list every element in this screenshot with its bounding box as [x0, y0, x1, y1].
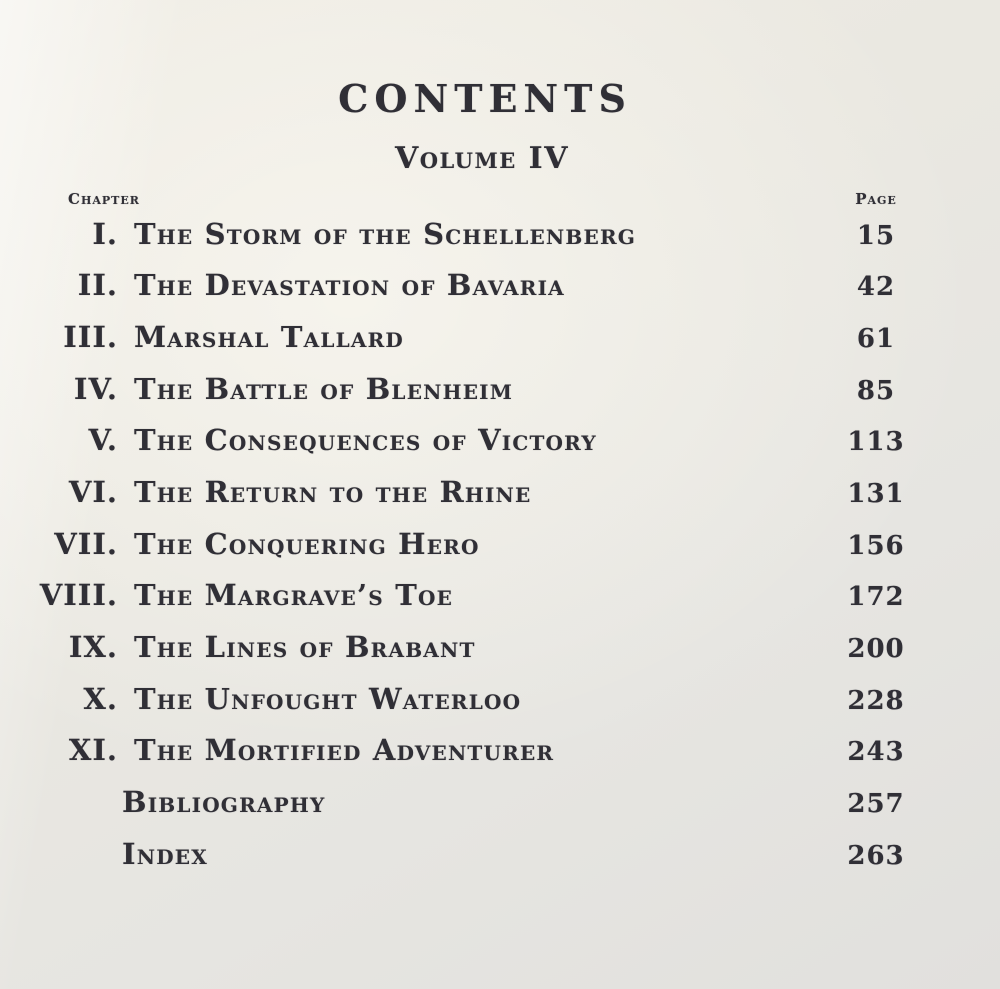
toc-entry [0, 519, 936, 571]
entry-page-number: 200 [847, 634, 905, 665]
entry-chapter-numeral: IX. [68, 630, 118, 665]
toc-entry [0, 829, 936, 881]
entry-page-number: 228 [847, 685, 905, 716]
entry-page-number: 61 [856, 323, 896, 354]
chapter-column-header: Chapter [68, 189, 140, 208]
entry-title: The Battle of Blenheim [134, 371, 514, 406]
entry-title: The Margrave’s Toe [134, 578, 454, 613]
entry-page-number: 156 [847, 530, 905, 561]
entry-title: The Conquering Hero [134, 526, 480, 561]
entry-page-number: 243 [847, 737, 905, 768]
page-title: CONTENTS [338, 76, 632, 121]
entry-chapter-numeral: V. [88, 423, 118, 458]
entry-chapter-numeral: IV. [73, 371, 118, 406]
entry-title: The Mortified Adventurer [134, 733, 555, 768]
entry-page-number: 257 [847, 789, 905, 820]
toc-entry [0, 415, 936, 467]
entry-title: Marshal Tallard [134, 319, 404, 354]
entry-title: The Unfought Waterloo [134, 681, 522, 716]
toc-entry [0, 622, 936, 674]
entry-page-number: 113 [847, 427, 905, 458]
entry-chapter-numeral: II. [77, 268, 118, 303]
toc-entry [0, 674, 936, 726]
toc-entry [0, 260, 936, 312]
page-column-header: Page [855, 189, 897, 208]
toc-entry [0, 312, 936, 364]
entry-chapter-numeral: VI. [68, 475, 118, 510]
toc-entry [0, 364, 936, 416]
entry-page-number: 85 [856, 375, 896, 406]
entry-chapter-numeral: III. [63, 319, 118, 354]
entry-page-number: 15 [856, 220, 896, 251]
column-headers [0, 174, 1000, 207]
entry-chapter-numeral: X. [83, 681, 118, 716]
entry-title: Index [122, 836, 208, 871]
entry-title: The Storm of the Schellenberg [134, 216, 637, 251]
title-block [0, 0, 964, 174]
toc-entry [0, 725, 936, 777]
toc-list [0, 207, 1000, 881]
entry-title: The Consequences of Victory [134, 423, 597, 458]
entry-title: Bibliography [122, 785, 326, 820]
entry-chapter-numeral: VIII. [39, 578, 118, 613]
entry-title: The Return to the Rhine [134, 475, 532, 510]
entry-page-number: 263 [847, 840, 905, 871]
entry-chapter-numeral: XI. [68, 733, 118, 768]
entry-page-number: 42 [856, 272, 896, 303]
toc-entry [0, 209, 936, 261]
entry-chapter-numeral: I. [92, 216, 118, 251]
toc-entry [0, 777, 936, 829]
entry-page-number: 172 [847, 582, 905, 613]
entry-title: The Lines of Brabant [134, 630, 476, 665]
entry-title: The Devastation of Bavaria [134, 268, 565, 303]
toc-entry [0, 570, 936, 622]
entry-chapter-numeral: VII. [54, 526, 118, 561]
entry-page-number: 131 [847, 479, 905, 510]
toc-entry [0, 467, 936, 519]
volume-subtitle: Volume IV [394, 140, 569, 176]
